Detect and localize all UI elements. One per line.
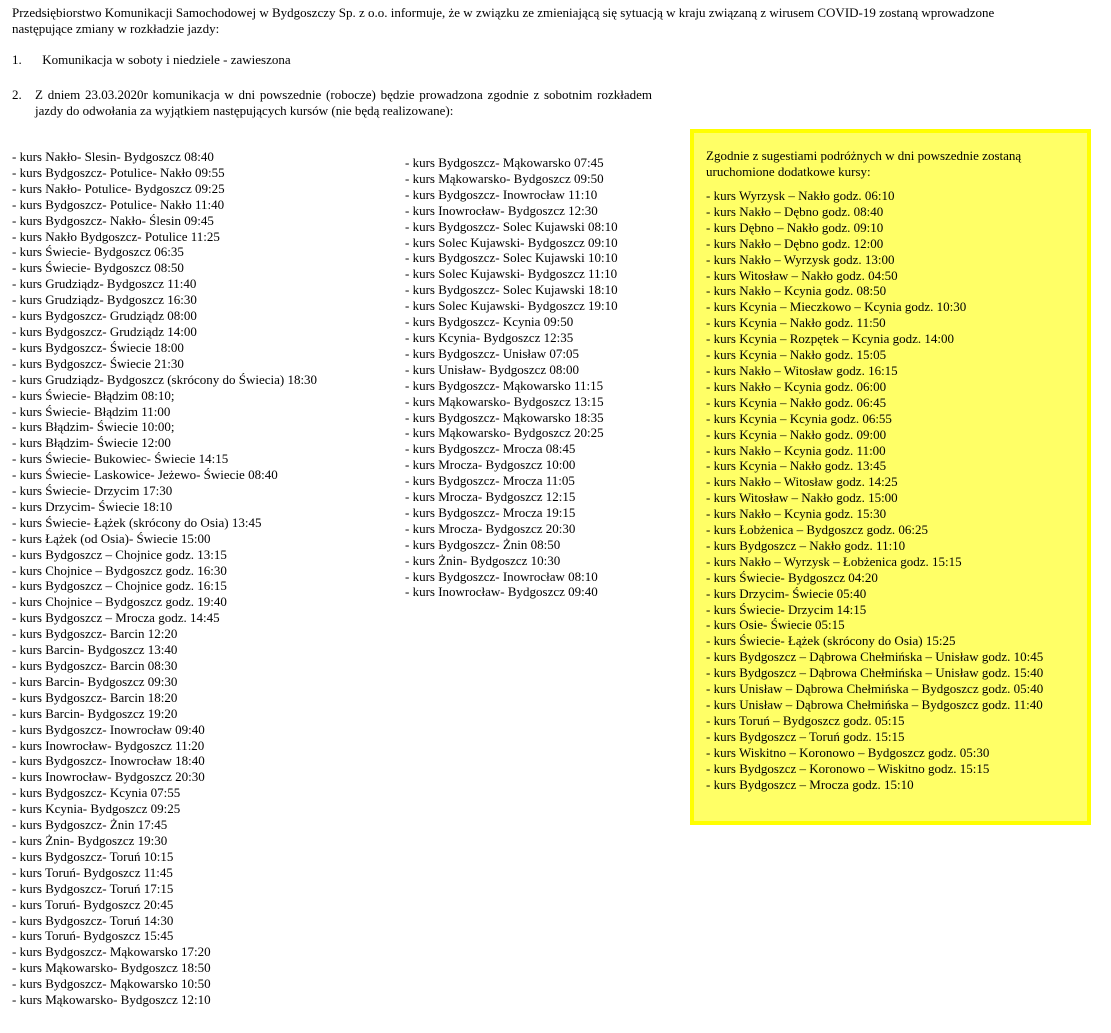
list-item: - kurs Nakło – Kcynia godz. 15:30: [706, 506, 887, 522]
list-item: - kurs Chojnice – Bydgoszcz godz. 16:30: [12, 562, 227, 578]
additional-courses-box: [690, 129, 1091, 825]
list-item: - kurs Toruń- Bydgoszcz 15:45: [12, 928, 174, 944]
list-item: - kurs Mrocza- Bydgoszcz 12:15: [405, 489, 576, 505]
list-item: - kurs Witosław – Nakło godz. 04:50: [706, 267, 898, 283]
list-item: - kurs Nakło- Slesin- Bydgoszcz 08:40: [12, 149, 214, 164]
list-item: - kurs Osie- Świecie 05:15: [706, 617, 845, 633]
list-item: - kurs Bydgoszcz- Toruń 17:15: [12, 880, 174, 896]
cancelled-courses-column-1: [12, 149, 317, 1008]
list-item: - kurs Mąkowarsko- Bydgoszcz 12:10: [12, 992, 211, 1008]
list-item: - kurs Mąkowarsko- Bydgoszcz 09:50: [405, 170, 604, 186]
list-item: - kurs Bydgoszcz- Potulice- Nakło 11:40: [12, 196, 225, 212]
list-item: - kurs Mrocza- Bydgoszcz 20:30: [405, 520, 576, 536]
list-item: - kurs Toruń- Bydgoszcz 20:45: [12, 896, 174, 912]
list-item: - kurs Bydgoszcz- Kcynia 07:55: [12, 785, 181, 801]
list-number: 1.: [12, 52, 22, 67]
list-item: - kurs Łążek (od Osia)- Świecie 15:00: [12, 530, 211, 546]
list-item: - kurs Unisław- Bydgoszcz 08:00: [405, 361, 580, 377]
list-item: - kurs Drzycim- Świecie 18:10: [12, 498, 173, 514]
list-item: - kurs Toruń- Bydgoszcz 11:45: [12, 864, 173, 880]
list-item: - kurs Grudziądz- Bydgoszcz 16:30: [12, 292, 197, 308]
list-item: - kurs Nakło – Witosław godz. 16:15: [706, 362, 898, 378]
list-item: - kurs Świecie- Bukowiec- Świecie 14:15: [12, 451, 229, 467]
list-item: - kurs Chojnice – Bydgoszcz godz. 19:40: [12, 594, 227, 610]
list-item: - kurs Świecie- Błądzim 08:10;: [12, 387, 175, 403]
list-item: - kurs Kcynia – Nakło godz. 06:45: [706, 394, 887, 410]
list-item: - kurs Bydgoszcz- Mrocza 11:05: [405, 473, 575, 489]
list-item: - kurs Bydgoszcz- Mrocza 19:15: [405, 504, 576, 520]
list-item: - kurs Świecie- Błądzim 11:00: [12, 403, 171, 419]
list-item: - kurs Świecie- Łążek (skrócony do Osia) 15:25: [706, 633, 956, 649]
list-item: - kurs Unisław – Dąbrowa Chełmińska – Bydgoszcz godz. 11:40: [706, 697, 1043, 712]
list-item: - kurs Bydgoszcz- Świecie 18:00: [12, 339, 184, 355]
list-item: - kurs Nakło – Wyrzysk godz. 13:00: [706, 251, 895, 267]
list-item: - kurs Bydgoszcz – Toruń godz. 15:15: [706, 728, 905, 744]
list-item: - kurs Grudziądz- Bydgoszcz 11:40: [12, 276, 197, 292]
list-item: - kurs Bydgoszcz- Żnin 17:45: [12, 817, 168, 833]
list-item: - kurs Żnin- Bydgoszcz 10:30: [405, 552, 561, 568]
list-item: - kurs Bydgoszcz- Potulice- Nakło 09:55: [12, 164, 225, 180]
list-item: - kurs Barcin- Bydgoszcz 13:40: [12, 642, 178, 658]
list-item: - kurs Kcynia- Bydgoszcz 12:35: [405, 329, 574, 345]
list-item: - kurs Toruń – Bydgoszcz godz. 05:15: [706, 712, 905, 728]
list-item: - kurs Nakło – Kcynia godz. 08:50: [706, 283, 887, 299]
list-item: - kurs Bydgoszcz- Unisław 07:05: [405, 345, 580, 361]
list-item: - kurs Drzycim- Świecie 05:40: [706, 585, 867, 601]
list-item: - kurs Kcynia- Bydgoszcz 09:25: [12, 801, 181, 817]
list-item: - kurs Bydgoszcz – Dąbrowa Chełmińska – Unisław godz. 10:45: [706, 649, 1044, 665]
list-text: Z dniem 23.03.2020r komunikacja w dni powszednie (robocze) będzie prowadzona zgodnie z sobotnim rozkładem jazdy do odwołania za wyjątkiem następujących kursów (nie będą realizowane):: [35, 87, 652, 118]
list-item: - kurs Bydgoszcz- Solec Kujawski 10:10: [405, 250, 618, 266]
list-item: - kurs Solec Kujawski- Bydgoszcz 11:10: [405, 266, 618, 282]
list-item: - kurs Bydgoszcz – Dąbrowa Chełmińska – Unisław godz. 15:40: [706, 665, 1044, 681]
list-item: - kurs Bydgoszcz- Mąkowarsko 07:45: [405, 155, 604, 170]
list-item: - kurs Bydgoszcz – Chojnice godz. 13:15: [12, 546, 227, 562]
list-item: - kurs Błądzim- Świecie 10:00;: [12, 419, 175, 435]
list-number: 2.: [12, 87, 22, 102]
list-text: Komunikacja w soboty i niedziele - zawieszona: [42, 52, 291, 67]
list-item: - kurs Nakło – Dębno godz. 12:00: [706, 235, 884, 251]
list-item: - kurs Barcin- Bydgoszcz 19:20: [12, 705, 178, 721]
list-item: - kurs Bydgoszcz- Nakło- Ślesin 09:45: [12, 212, 214, 228]
list-item: - kurs Dębno – Nakło godz. 09:10: [706, 219, 884, 235]
list-item: - kurs Bydgoszcz- Solec Kujawski 08:10: [405, 218, 618, 234]
list-item: - kurs Kcynia – Nakło godz. 15:05: [706, 347, 887, 363]
list-item: - kurs Świecie- Laskowice- Jeżewo- Świecie 08:40: [12, 467, 278, 483]
list-item: - kurs Inowrocław- Bydgoszcz 20:30: [12, 769, 205, 785]
list-item: - kurs Bydgoszcz- Mąkowarsko 18:35: [405, 409, 604, 425]
list-item: - kurs Bydgoszcz – Mrocza godz. 15:10: [706, 776, 914, 792]
list-item: - kurs Bydgoszcz- Barcin 12:20: [12, 626, 178, 642]
list-item: - kurs Nakło – Wyrzysk – Łobżenica godz. 15:15: [706, 553, 962, 569]
list-item: - kurs Bydgoszcz- Mrocza 08:45: [405, 441, 576, 457]
list-item: - kurs Solec Kujawski- Bydgoszcz 09:10: [405, 234, 618, 250]
list-item: - kurs Nakło – Witosław godz. 14:25: [706, 474, 898, 490]
list-item: - kurs Bydgoszcz- Inowrocław 08:10: [405, 568, 598, 584]
list-item: - kurs Kcynia – Mieczkowo – Kcynia godz. 10:30: [706, 299, 967, 315]
additional-courses-list: [706, 188, 1043, 792]
list-item: - kurs Bydgoszcz- Inowrocław 11:10: [405, 186, 598, 202]
list-item: - kurs Błądzim- Świecie 12:00: [12, 435, 171, 451]
list-item: - kurs Bydgoszcz- Mąkowarsko 11:15: [405, 377, 604, 393]
list-item: - kurs Bydgoszcz – Koronowo – Wiskitno godz. 15:15: [706, 760, 990, 776]
list-item: - kurs Inowrocław- Bydgoszcz 09:40: [405, 584, 598, 600]
list-item: - kurs Żnin- Bydgoszcz 19:30: [12, 832, 168, 848]
list-item: - kurs Inowrocław- Bydgoszcz 12:30: [405, 202, 598, 218]
list-item: - kurs Witosław – Nakło godz. 15:00: [706, 490, 898, 506]
list-item: - kurs Bydgoszcz- Mąkowarsko 10:50: [12, 976, 211, 992]
list-item: - kurs Unisław – Dąbrowa Chełmińska – Bydgoszcz godz. 05:40: [706, 681, 1044, 697]
list-item: - kurs Nakło – Kcynia godz. 11:00: [706, 442, 886, 458]
list-item: - kurs Kcynia – Nakło godz. 11:50: [706, 315, 886, 331]
list-item: - kurs Nakło Bydgoszcz- Potulice 11:25: [12, 228, 220, 244]
list-item: - kurs Bydgoszcz – Chojnice godz. 16:15: [12, 578, 227, 594]
list-item: - kurs Świecie- Bydgoszcz 04:20: [706, 569, 878, 585]
list-item: - kurs Bydgoszcz- Barcin 18:20: [12, 689, 178, 705]
list-item: - kurs Bydgoszcz- Mąkowarsko 17:20: [12, 944, 211, 960]
list-item: - kurs Bydgoszcz- Kcynia 09:50: [405, 314, 574, 330]
list-item: - kurs Wyrzysk – Nakło godz. 06:10: [706, 188, 895, 203]
list-item: - kurs Wiskitno – Koronowo – Bydgoszcz godz. 05:30: [706, 744, 990, 760]
list-item: - kurs Bydgoszcz- Barcin 08:30: [12, 658, 178, 673]
intro-paragraph: Przedsiębiorstwo Komunikacji Samochodowej w Bydgoszczy Sp. z o.o. informuje, że w związku ze zmieniającą się sytuacją w kraju związaną z wirusem COVID-19 zostaną wprowadzone następujące zmiany w rozkładzie jazdy:: [12, 5, 995, 36]
list-item: - kurs Świecie- Bydgoszcz 08:50: [12, 260, 184, 276]
list-item: - kurs Kcynia – Rozpętek – Kcynia godz. 14:00: [706, 331, 955, 347]
list-item: - kurs Bydgoszcz- Inowrocław 09:40: [12, 721, 205, 737]
list-item: - kurs Kcynia – Nakło godz. 09:00: [706, 426, 887, 442]
list-item: - kurs Bydgoszcz- Inowrocław 18:40: [12, 753, 205, 769]
list-item: - kurs Bydgoszcz- Grudziądz 14:00: [12, 323, 197, 339]
list-item: - kurs Bydgoszcz- Świecie 21:30: [12, 355, 184, 371]
list-item: - kurs Mąkowarsko- Bydgoszcz 18:50: [12, 960, 211, 976]
list-item: - kurs Bydgoszcz- Solec Kujawski 18:10: [405, 282, 618, 298]
list-item: - kurs Barcin- Bydgoszcz 09:30: [12, 673, 178, 689]
list-item: - kurs Kcynia – Kcynia godz. 06:55: [706, 410, 892, 426]
list-item: - kurs Inowrocław- Bydgoszcz 11:20: [12, 737, 205, 753]
list-item: - kurs Bydgoszcz- Toruń 10:15: [12, 848, 174, 864]
list-item: - kurs Mrocza- Bydgoszcz 10:00: [405, 457, 576, 473]
list-item-1: [12, 52, 712, 68]
list-item: - kurs Bydgoszcz – Mrocza godz. 14:45: [12, 610, 220, 626]
list-item: - kurs Bydgoszcz – Nakło godz. 11:10: [706, 537, 906, 553]
list-item: - kurs Nakło – Dębno godz. 08:40: [706, 203, 884, 219]
list-item: - kurs Świecie- Drzycim 14:15: [706, 601, 867, 617]
list-item: - kurs Bydgoszcz- Grudziądz 08:00: [12, 308, 197, 324]
list-item: - kurs Bydgoszcz- Toruń 14:30: [12, 912, 174, 928]
list-item: - kurs Świecie- Drzycim 17:30: [12, 483, 173, 499]
list-item: - kurs Świecie- Bydgoszcz 06:35: [12, 244, 184, 260]
list-item: - kurs Mąkowarsko- Bydgoszcz 20:25: [405, 425, 604, 441]
cancelled-courses-column-2: [405, 155, 618, 600]
list-item: - kurs Mąkowarsko- Bydgoszcz 13:15: [405, 393, 604, 409]
list-item-2: [12, 87, 652, 119]
list-item: - kurs Nakło- Potulice- Bydgoszcz 09:25: [12, 180, 225, 196]
list-item: - kurs Nakło – Kcynia godz. 06:00: [706, 378, 887, 394]
list-item: - kurs Kcynia – Nakło godz. 13:45: [706, 458, 887, 474]
additional-courses-heading: Zgodnie z sugestiami podróżnych w dni powszednie zostaną uruchomione dodatkowe kursy:: [706, 148, 1022, 179]
list-item: - kurs Solec Kujawski- Bydgoszcz 19:10: [405, 298, 618, 314]
list-item: - kurs Świecie- Łążek (skrócony do Osia) 13:45: [12, 514, 262, 530]
list-item: - kurs Grudziądz- Bydgoszcz (skrócony do Świecia) 18:30: [12, 371, 318, 387]
list-item: - kurs Łobżenica – Bydgoszcz godz. 06:25: [706, 522, 929, 538]
list-item: - kurs Bydgoszcz- Żnin 08:50: [405, 536, 561, 552]
